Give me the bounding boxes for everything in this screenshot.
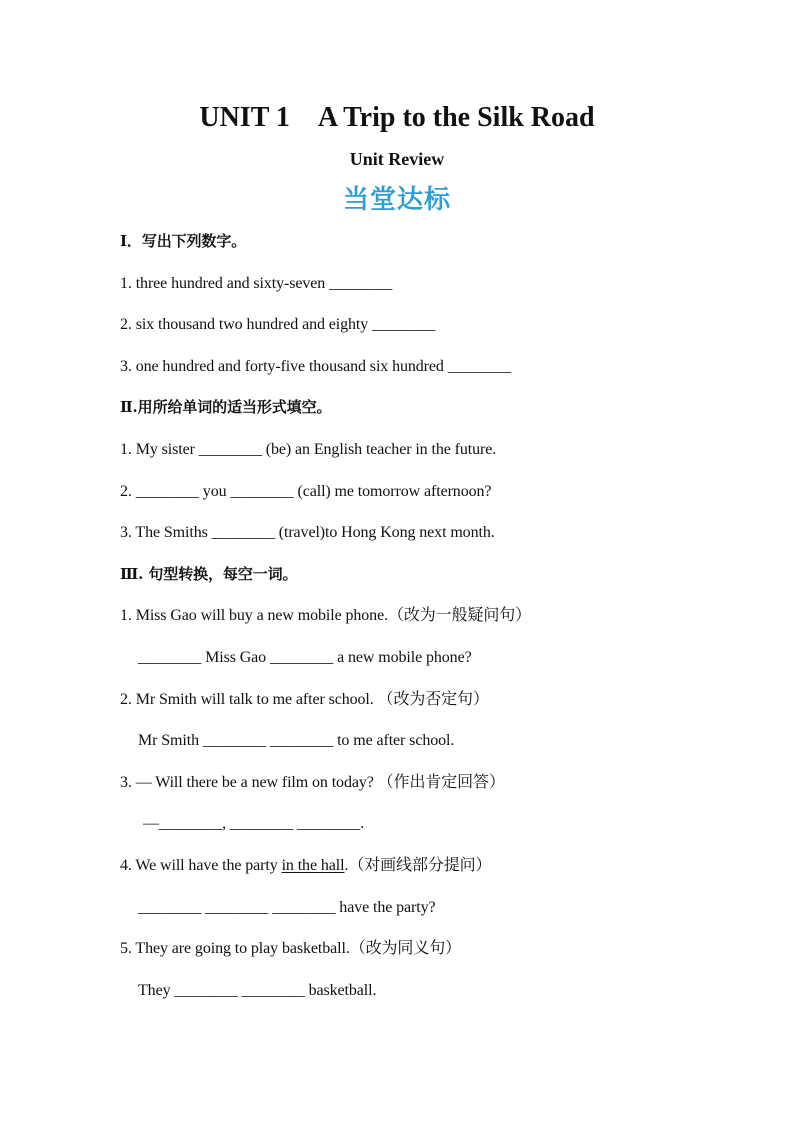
section-1-heading: Ⅰ．写出下列数字。 [120,232,247,250]
page-subtitle: Unit Review [349,149,445,169]
question-text-after: .（对画线部分提问） [344,856,492,874]
section-1-item-2: 2. six thousand two hundred and eighty ________ [120,316,436,334]
question-text-before: 4. We will have the party [120,856,282,874]
section-2-heading: Ⅱ.用所给单词的适当形式填空。 [120,398,332,417]
section-3-item-1-question: 1. Miss Gao will buy a new mobile phone.（改为一般疑问句） [120,607,532,625]
section-3-item-4-question [120,845,760,887]
section-3-item-5-answer: They ________ ________ basketball. [138,981,377,999]
section-3-item-3-question: 3. — Will there be a new film on today? （作出肯定回答） [120,773,505,791]
section-3-item-4-answer: ________ ________ ________ have the party? [138,898,436,916]
section-2-item-2: 2. ________ you ________ (call) me tomorrow afternoon? [120,482,492,500]
section-3-item-1-answer: ________ Miss Gao ________ a new mobile phone? [138,648,472,666]
page-title: UNIT 1 A Trip to the Silk Road [199,102,595,133]
section-2-item-3: 3. The Smiths ________ (travel)to Hong Kong next month. [120,524,495,542]
section-2-item-1: 1. My sister ________ (be) an English teacher in the future. [120,440,497,458]
section-1-item-1: 1. three hundred and sixty-seven ________ [120,274,393,292]
section-banner: 当堂达标 [342,185,451,215]
section-3-item-2-answer: Mr Smith ________ ________ to me after school. [138,732,455,750]
exercise-content [120,221,760,1011]
underlined-phrase: in the hall [281,856,345,874]
section-3-item-5-question: 5. They are going to play basketball.（改为同义句） [120,940,462,958]
section-3-item-2-question: 2. Mr Smith will talk to me after school. （改为否定句） [120,690,489,708]
section-1-item-3: 3. one hundred and forty-five thousand six hundred ________ [120,357,511,375]
section-3-heading: Ⅲ. 句型转换，每空一词。 [120,564,298,583]
section-3-item-3-answer: —________, ________ ________. [143,815,365,833]
